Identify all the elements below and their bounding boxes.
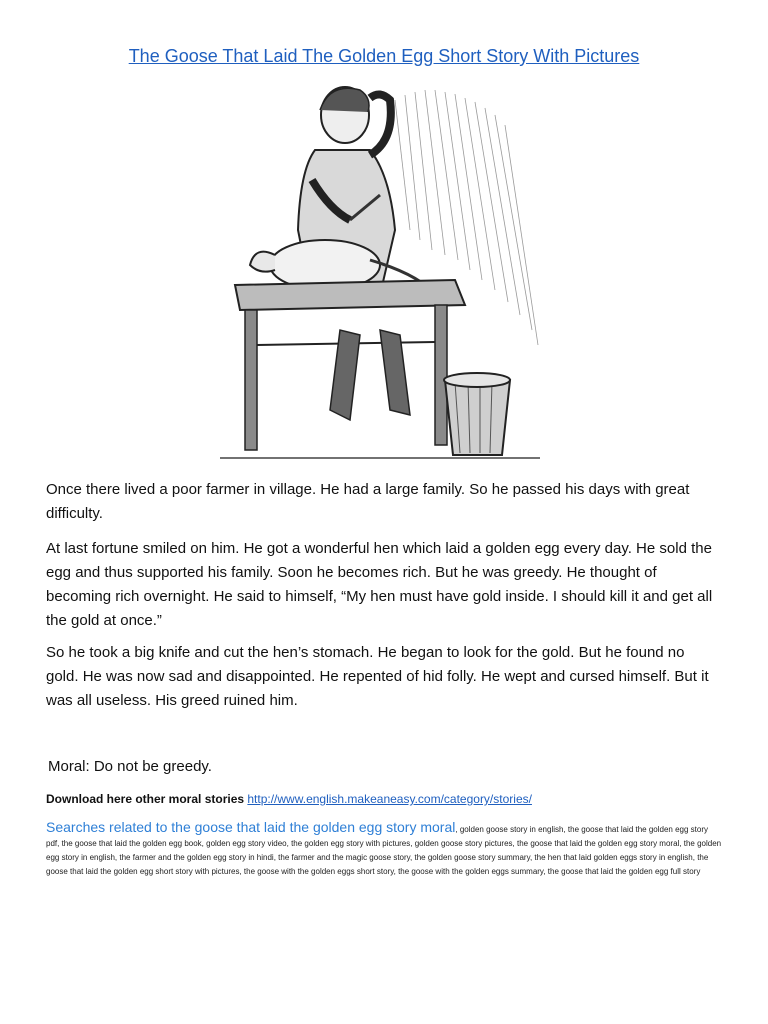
stories-link[interactable]: http://www.english.makeaneasy.com/category/stories/ bbox=[247, 792, 532, 806]
illustration-image bbox=[220, 80, 540, 465]
download-label: Download here other moral stories bbox=[46, 792, 248, 806]
related-searches bbox=[46, 820, 722, 879]
moral-text: Moral: Do not be greedy. bbox=[48, 758, 212, 775]
searches-heading: Searches related to the goose that laid the golden egg story moral bbox=[46, 819, 456, 835]
story-paragraph: So he took a big knife and cut the hen’s stomach. He began to look for the gold. But he found no gold. He was now sad and disappointed. He repented of hid folly. He wept and cursed himself. But it was all useless. His greed ruined him. bbox=[46, 644, 709, 709]
story-paragraph: At last fortune smiled on him. He got a wonderful hen which laid a golden egg every day. He sold the egg and thus supported his family. Soon he becomes rich. But he was greedy. He thought of becoming rich overnight. He said to himself, “My hen must have gold inside. I should kill it and get all the gold at once.” bbox=[46, 540, 713, 629]
page-title[interactable]: The Goose That Laid The Golden Egg Short Story With Pictures bbox=[128, 46, 640, 66]
story-paragraph: Once there lived a poor farmer in village. He had a large family. So he passed his days with great difficulty. bbox=[46, 481, 690, 522]
download-line bbox=[46, 792, 532, 806]
searches-list: , golden goose story in english, the goose that laid the golden egg story pdf, the goose that laid the golden egg book, golden egg story video, the golden egg story with pictures, golden goose story pictures, the goose that laid the golden egg story moral, the golden egg story in english, the farmer and the golden egg story in hindi, the farmer and the magic goose story, the golden goose story summary, the hen that laid golden eggs story in english, the goose that laid the golden egg short story with pictures, the goose with the golden eggs short story, the goose with the golden eggs summary, the goose that laid the golden egg full story bbox=[46, 825, 722, 876]
